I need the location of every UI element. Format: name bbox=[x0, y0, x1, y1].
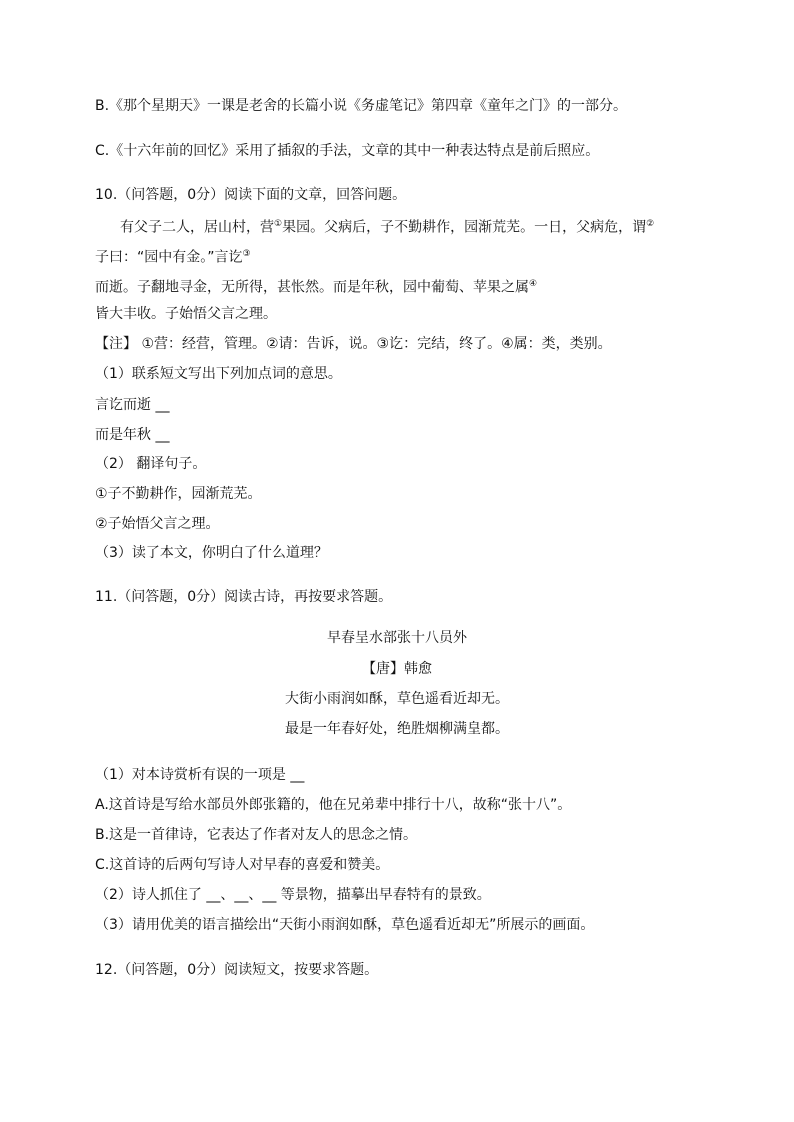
q10-passage-line-4: 皆大丰收。子始悟父言之理。 bbox=[95, 306, 277, 322]
q12-header: 12.（问答题，0分）阅读短文，按要求答题。 bbox=[95, 962, 379, 978]
q10-sub3: （3）读了本文，你明白了什么道理？ bbox=[95, 545, 328, 561]
footnote-marker-1: ① bbox=[274, 219, 283, 229]
poem-author: 【唐】韩愈 bbox=[362, 661, 432, 677]
q10-header: 10.（问答题，0分）阅读下面的文章，回答问题。 bbox=[95, 187, 407, 203]
q11-header: 11.（问答题，0分）阅读古诗，再按要求答题。 bbox=[95, 589, 393, 605]
q11-option-c: C.这首诗的后两句写诗人对早春的喜爱和赞美。 bbox=[95, 857, 390, 873]
footnote-marker-4: ④ bbox=[529, 279, 538, 289]
q10-note: 【注】 ①营：经营，管理。②请：告诉，说。③讫：完结，终了。④属：类，类别。 bbox=[95, 336, 612, 352]
passage-text: 果园。父病后，子不勤耕作，园渐荒芜。一日，父病危，谓 bbox=[282, 219, 647, 236]
q10-sub2-a: ①子不勤耕作，园渐荒芜。 bbox=[95, 486, 262, 502]
q10-sub1-b: 而是年秋 __ bbox=[95, 427, 170, 443]
q10-sub1-a: 言讫而逝 __ bbox=[95, 397, 170, 413]
q10-sub2-b: ②子始悟父言之理。 bbox=[95, 516, 220, 532]
footnote-marker-2: ② bbox=[646, 219, 655, 229]
q11-option-a: A.这首诗是写给水部员外郎张籍的，他在兄弟辈中排行十八，故称“张十八”。 bbox=[95, 797, 572, 813]
passage-text: 子曰：“园中有金。”言讫 bbox=[95, 249, 243, 266]
footnote-marker-3: ③ bbox=[242, 249, 251, 259]
q9-option-b: B.《那个星期天》一课是老舍的长篇小说《务虚笔记》第四章《童年之门》的一部分。 bbox=[95, 98, 628, 114]
passage-text: 而逝。子翻地寻金，无所得，甚怅然。而是年秋，园中葡萄、苹果之属 bbox=[95, 279, 529, 296]
q10-sub2: （2） 翻译句子。 bbox=[95, 456, 207, 472]
q10-passage-line-2 bbox=[95, 245, 251, 267]
q11-sub2: （2）诗人抓住了 __、__、__ 等景物，描摹出早春特有的景致。 bbox=[95, 887, 491, 903]
passage-text: 有父子二人，居山村，营 bbox=[120, 219, 274, 236]
q10-sub1: （1）联系短文写出下列加点词的意思。 bbox=[95, 366, 342, 382]
poem-line-2: 最是一年春好处，绝胜烟柳满皇都。 bbox=[285, 721, 509, 737]
q11-sub1: （1）对本诗赏析有误的一项是 __ bbox=[95, 767, 305, 783]
q10-passage-line-1 bbox=[120, 215, 654, 237]
q11-sub3: （3）请用优美的语言描绘出“天街小雨润如酥，草色遥看近却无”所展示的画面。 bbox=[95, 917, 595, 933]
q10-passage-line-3 bbox=[95, 275, 537, 297]
poem-line-1: 大街小雨润如酥，草色遥看近却无。 bbox=[285, 691, 509, 707]
poem-title: 早春呈水部张十八员外 bbox=[327, 630, 467, 646]
q9-option-c: C.《十六年前的回忆》采用了插叙的手法，文章的其中一种表达特点是前后照应。 bbox=[95, 143, 600, 159]
q11-option-b: B.这是一首律诗，它表达了作者对友人的思念之情。 bbox=[95, 827, 418, 843]
